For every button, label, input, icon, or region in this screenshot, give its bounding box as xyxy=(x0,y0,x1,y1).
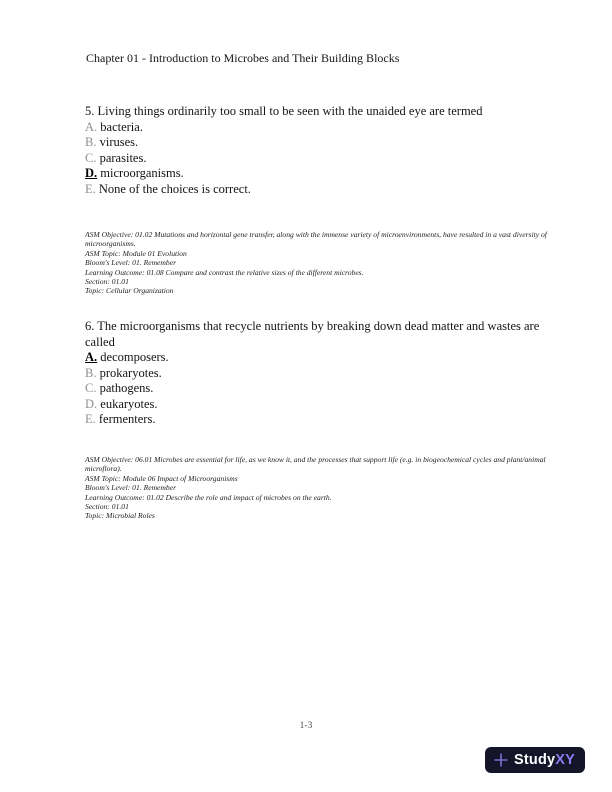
studyxy-logo-badge xyxy=(485,747,585,773)
option-text: bacteria. xyxy=(100,119,143,134)
question-5-stem: 5. Living things ordinarily too small to be seen with the unaided eye are termed xyxy=(85,104,483,118)
meta-asm-objective: ASM Objective: 01.02 Mutations and horizontal gene transfer, along with the immense variety of microenvironments, have resulted in a vast diversity of microorganisms. xyxy=(85,230,547,249)
chapter-header: Chapter 01 - Introduction to Microbes and Their Building Blocks xyxy=(86,51,400,65)
option-text: None of the choices is correct. xyxy=(98,181,251,196)
option-letter: B. xyxy=(85,365,97,380)
option-letter: A. xyxy=(85,119,98,134)
option-text: prokaryotes. xyxy=(99,365,162,380)
option-letter: B. xyxy=(85,135,97,149)
meta-section: Section: 01.01 xyxy=(85,502,129,512)
option-text: pathogens. xyxy=(99,381,154,395)
option-text: viruses. xyxy=(99,135,139,149)
option-letter: D. xyxy=(85,396,98,411)
meta-section: Section: 01.01 xyxy=(85,277,129,287)
option-letter: E. xyxy=(85,181,96,196)
brand-name-suffix: XY xyxy=(555,752,576,768)
option-text: parasites. xyxy=(99,150,147,165)
meta-topic: Topic: Microbial Roles xyxy=(85,511,155,521)
question-5-option-e xyxy=(85,182,550,198)
question-6-option-b xyxy=(85,366,550,382)
question-5-option-a xyxy=(85,120,550,136)
question-6-option-a xyxy=(85,350,550,366)
question-6-stem: 6. The microorganisms that recycle nutrients by breaking down dead matter and wastes are called xyxy=(85,319,540,349)
meta-asm-objective: ASM Objective: 06.01 Microbes are essential for life, as we know it, and the processes that support life (e.g. in biogeochemical cycles and plant/animal microflora). xyxy=(85,455,546,474)
option-text: fermenters. xyxy=(98,412,156,426)
option-text: eukaryotes. xyxy=(100,396,158,411)
meta-blooms-level: Bloom's Level: 01. Remember xyxy=(85,258,177,268)
brand-name xyxy=(514,752,575,768)
question-6-option-e xyxy=(85,412,550,428)
option-text: decomposers. xyxy=(100,350,169,364)
option-letter: D. xyxy=(85,166,98,180)
option-letter: A. xyxy=(85,350,98,364)
brand-name-main: Study xyxy=(514,752,556,768)
question-6-option-c xyxy=(85,381,550,397)
option-letter: C. xyxy=(85,381,97,395)
question-5-option-c xyxy=(85,151,550,167)
question-5 xyxy=(85,104,550,197)
question-6-metadata xyxy=(85,455,563,521)
meta-learning-outcome: Learning Outcome: 01.02 Describe the role and impact of microbes on the earth. xyxy=(85,492,332,502)
option-text: microorganisms. xyxy=(100,166,184,180)
meta-blooms-level: Bloom's Level: 01. Remember xyxy=(85,483,177,493)
meta-topic: Topic: Cellular Organization xyxy=(85,286,174,296)
question-5-metadata xyxy=(85,230,563,296)
meta-learning-outcome: Learning Outcome: 01.08 Compare and contrast the relative sizes of the different microbes. xyxy=(85,267,364,277)
plus-icon xyxy=(493,752,509,768)
question-5-option-b xyxy=(85,135,550,151)
page-number: 1-3 xyxy=(299,721,313,731)
question-5-option-d xyxy=(85,166,550,182)
question-6-option-d xyxy=(85,397,550,413)
meta-asm-topic: ASM Topic: Module 06 Impact of Microorganisms xyxy=(85,473,238,483)
meta-asm-topic: ASM Topic: Module 01 Evolution xyxy=(85,248,187,258)
option-letter: C. xyxy=(85,150,97,165)
question-6 xyxy=(85,319,550,428)
option-letter: E. xyxy=(85,412,96,426)
